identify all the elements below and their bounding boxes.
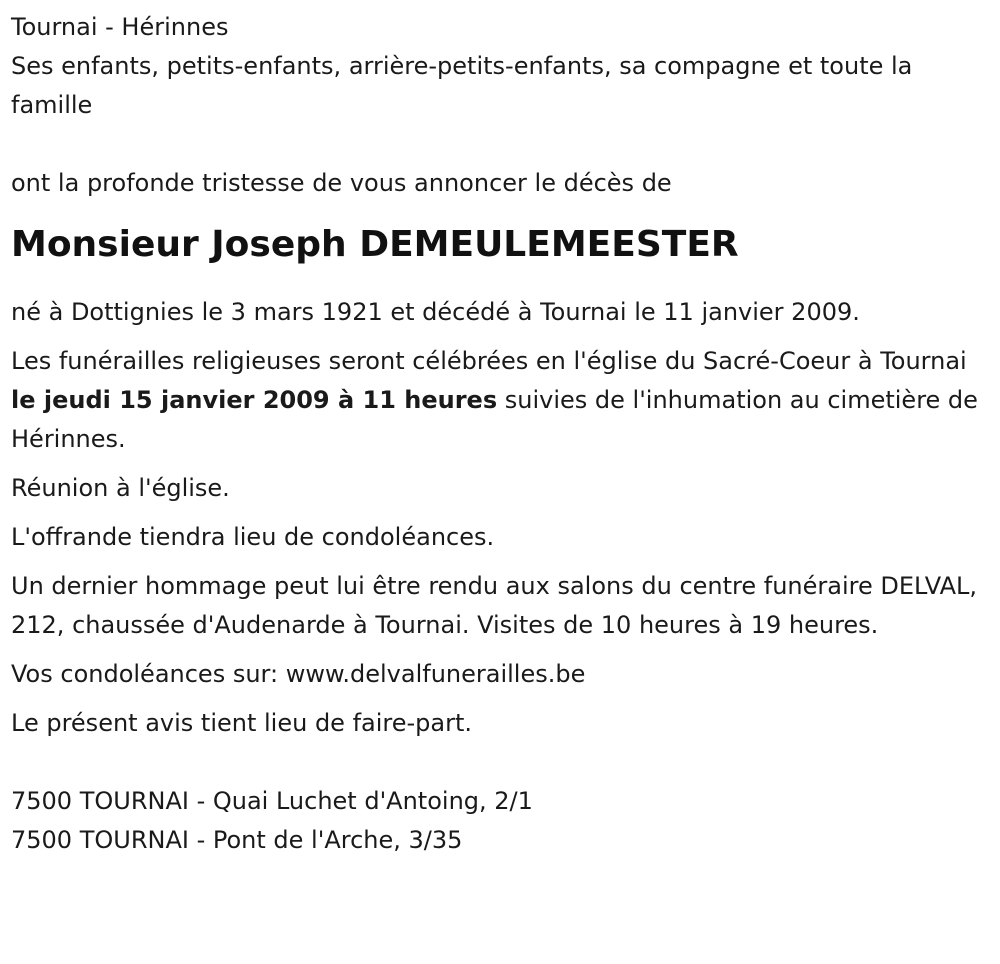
- location-line: Tournai - Hérinnes: [11, 13, 229, 41]
- birth-death-line: né à Dottignies le 3 mars 1921 et décédé à Tournai le 11 janvier 2009.: [11, 298, 860, 326]
- announcement-line: ont la profonde tristesse de vous annoncer le décès de: [11, 169, 672, 197]
- deceased-name: Monsieur Joseph DEMEULEMEESTER: [11, 224, 739, 265]
- funeral-date-time: le jeudi 15 janvier 2009 à 11 heures: [11, 386, 498, 414]
- spacer: [11, 125, 991, 164]
- notice-line: Le présent avis tient lieu de faire-part.: [11, 709, 473, 737]
- funeral-paragraph: [11, 342, 991, 459]
- funeral-text-after: suivies de l'inhumation au cimetière de Hérinnes.: [11, 386, 978, 453]
- address-line: 7500 TOURNAI - Quai Luchet d'Antoing, 2/1: [11, 787, 533, 815]
- tribute-paragraph: Un dernier hommage peut lui être rendu aux salons du centre funéraire DELVAL, 212, chaussée d'Audenarde à Tournai. Visites de 10 heures à 19 heures.: [11, 572, 978, 639]
- meeting-line: Réunion à l'église.: [11, 474, 230, 502]
- address-line: 7500 TOURNAI - Pont de l'Arche, 3/35: [11, 826, 463, 854]
- obituary-notice: [11, 8, 991, 860]
- funeral-text-before: Les funérailles religieuses seront célébrées en l'église du Sacré-Coeur à Tournai: [11, 347, 967, 375]
- condolences-line: Vos condoléances sur: www.delvalfunerailles.be: [11, 660, 586, 688]
- family-line: Ses enfants, petits-enfants, arrière-petits-enfants, sa compagne et toute la famille: [11, 52, 913, 119]
- offering-line: L'offrande tiendra lieu de condoléances.: [11, 523, 495, 551]
